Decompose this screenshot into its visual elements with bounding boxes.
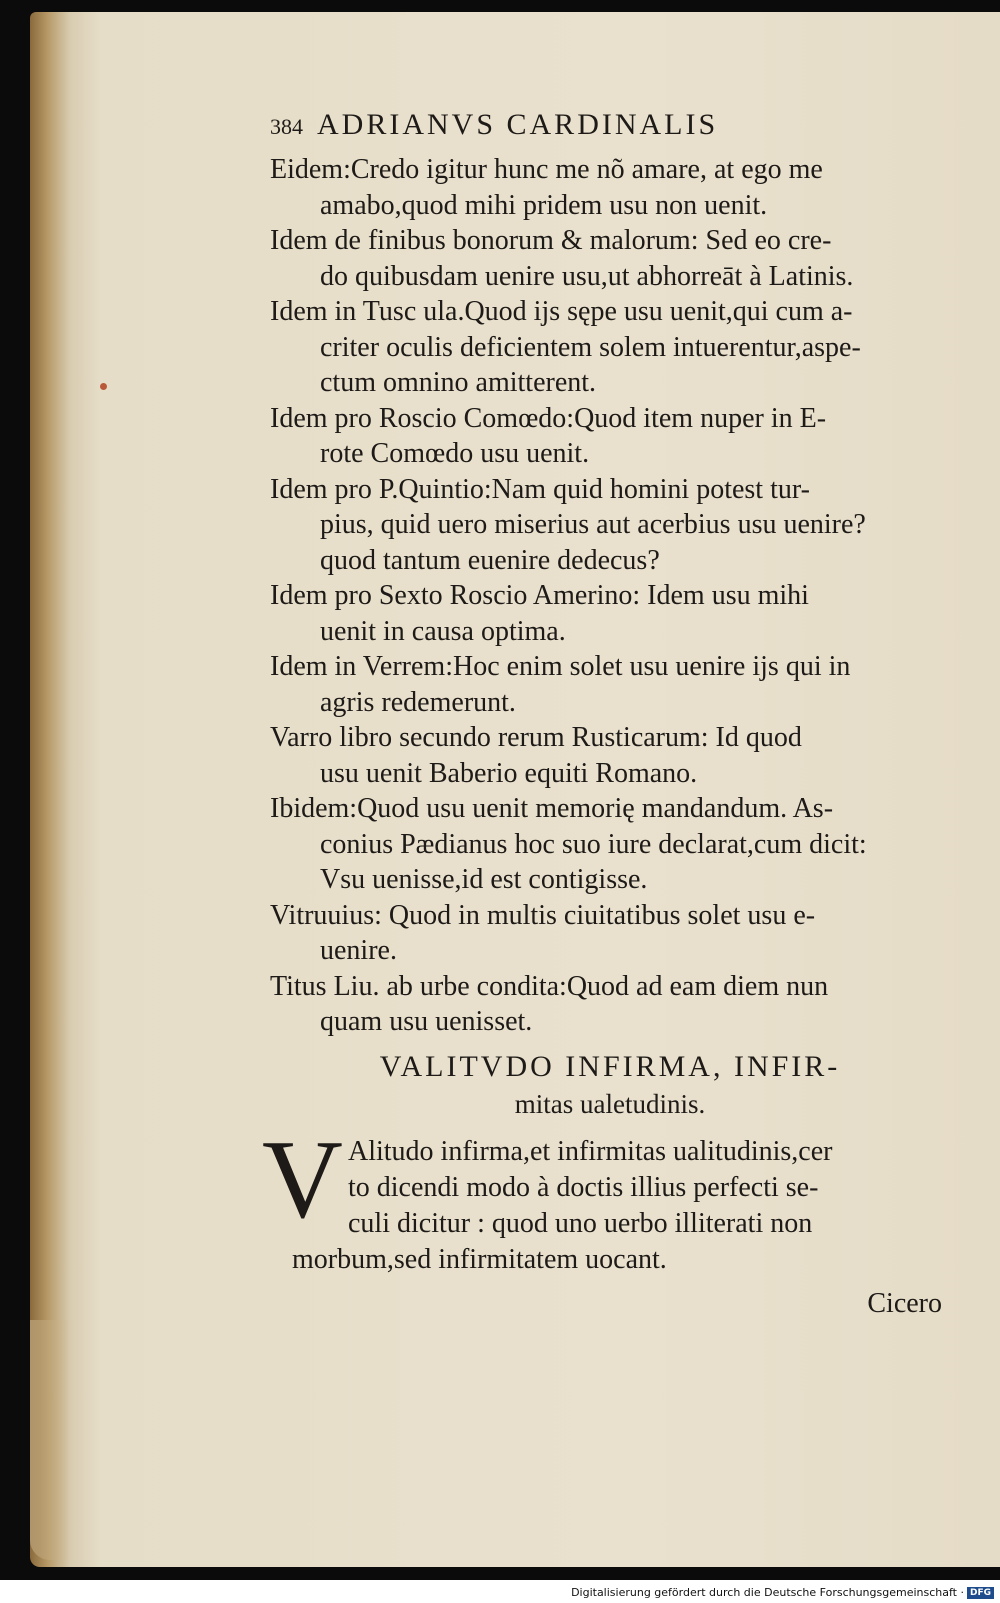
entry-first-line: Titus Liu. ab urbe condita:Quod ad eam diem nun [270, 970, 829, 1002]
entry-first-line: Idem in Verrem:Hoc enim solet usu uenire ijs qui in [270, 651, 851, 682]
citation-entry [270, 898, 950, 969]
digitization-footer [571, 1586, 994, 1599]
citation-entry [270, 472, 950, 579]
entry-continuation-line: uenit in causa optima. [320, 615, 566, 647]
entry-continuation-line: quam usu uenisset. [320, 1006, 533, 1037]
paragraph-line: to dicendi modo à doctis illius perfecti se- [348, 1171, 819, 1203]
entry-first-line: Idem pro P.Quintio:Nam quid homini potest tur- [270, 473, 810, 505]
footer-credit: Digitalisierung gefördert durch die Deutsche Forschungsgemeinschaft · [571, 1586, 964, 1599]
citation-entry [270, 401, 950, 472]
citation-entry [270, 969, 950, 1040]
citation-entry [270, 649, 950, 720]
entry-continuation-line: ctum omnino amitterent. [320, 367, 597, 398]
citation-entry [270, 791, 950, 898]
page-stain [30, 1320, 75, 1560]
entry-continuation-line: rote Comœdo usu uenit. [320, 438, 590, 469]
dfg-logo: DFG [967, 1587, 994, 1599]
citation-entry [270, 720, 950, 791]
paragraph-line: Alitudo infirma,et infirmitas ualitudinis,cer [348, 1135, 833, 1167]
dropcap: V [262, 1117, 343, 1242]
entry-first-line: Idem de finibus bonorum & malorum: Sed eo cre- [270, 225, 832, 256]
page-text [262, 108, 950, 1320]
page-number: 384 [270, 114, 303, 139]
section-subtitle: mitas ualetudinis. [514, 1088, 706, 1119]
entry-first-line: Idem pro Roscio Comœdo:Quod item nuper in E- [270, 402, 827, 434]
entry-continuation-line: do quibusdam uenire usu,ut abhorreāt à Latinis. [320, 260, 854, 292]
entry-first-line: Idem in Tusc ula.Quod ijs sępe usu uenit,qui cum a- [270, 296, 853, 327]
paragraph [262, 1117, 950, 1278]
entry-continuation-line: usu uenit Baberio equiti Romano. [320, 757, 698, 789]
citation-entry [270, 152, 950, 223]
running-head [270, 108, 950, 152]
paragraph-last-line: morbum,sed infirmitatem uocant. [292, 1243, 667, 1275]
citation-entry [270, 223, 950, 294]
entry-continuation-line: uenire. [320, 935, 397, 966]
entry-continuation-line: pius, quid uero miserius aut acerbius usu uenire? [320, 509, 866, 540]
paragraph-line: culi dicitur : quod uno uerbo illiterati non [348, 1207, 813, 1239]
running-head-title: ADRIANVS CARDINALIS [317, 108, 719, 141]
entry-first-line: Varro libro secundo rerum Rusticarum: Id quod [270, 722, 802, 753]
ink-spot [100, 383, 107, 390]
entry-first-line: Idem pro Sexto Roscio Amerino: Idem usu mihi [270, 580, 809, 611]
entry-list [270, 152, 950, 1040]
section-title: VALITVDO INFIRMA, INFIR- [379, 1049, 841, 1083]
entry-continuation-line: agris redemerunt. [320, 686, 516, 718]
entry-continuation-line: Vsu uenisse,id est contigisse. [320, 864, 648, 895]
entry-continuation-line: criter oculis deficientem solem intuerentur,aspe- [320, 331, 861, 363]
entry-continuation-line: quod tantum euenire dedecus? [320, 544, 660, 576]
entry-continuation-line: amabo,quod mihi pridem usu non uenit. [320, 189, 768, 221]
entry-first-line: Eidem:Credo igitur hunc me nõ amare, at ego me [270, 154, 823, 185]
entry-first-line: Ibidem:Quod usu uenit memorię mandandum. As- [270, 793, 834, 824]
entry-first-line: Vitruuius: Quod in multis ciuitatibus solet usu e- [270, 899, 816, 931]
citation-entry [270, 578, 950, 649]
citation-entry [270, 294, 950, 401]
catchword: Cicero [867, 1287, 942, 1319]
entry-continuation-line: conius Pædianus hoc suo iure declarat,cum dicit: [320, 828, 867, 860]
